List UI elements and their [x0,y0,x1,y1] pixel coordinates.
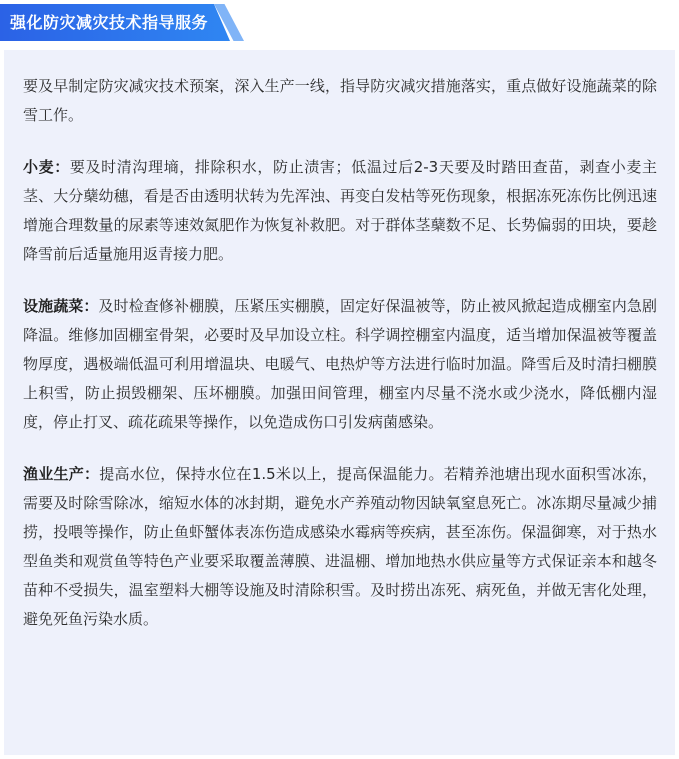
fishery-heading: 渔业生产： [23,465,100,483]
wheat-paragraph [23,153,657,269]
fishery-paragraph [23,460,657,634]
section-header [0,0,679,46]
section-title: 强化防灾减灾技术指导服务 [10,13,209,32]
wheat-heading: 小麦： [23,158,70,176]
wheat-text: 要及时清沟理墒，排除积水，防止渍害；低温过后2-3天要及时踏田查苗，剥查小麦主茎、大分蘖幼穗，看是否由透明状转为先浑浊、再变白发枯等死伤现象，根据冻死冻伤比例迅速增施合理数量的尿素等速效氮肥作为恢复补救肥。对于群体茎蘖数不足、长势偏弱的田块，要趁降雪前后适量施用返青接力肥。 [23,158,657,263]
greenhouse-vegetables-paragraph [23,292,657,437]
content-panel [4,50,675,755]
greenhouse-vegetables-heading: 设施蔬菜： [23,297,99,315]
intro-paragraph: 要及早制定防灾减灾技术预案，深入生产一线，指导防灾减灾措施落实，重点做好设施蔬菜的除雪工作。 [23,77,657,124]
greenhouse-vegetables-text: 及时检查修补棚膜，压紧压实棚膜，固定好保温被等，防止被风掀起造成棚室内急剧降温。维修加固棚室骨架，必要时及早加设立柱。科学调控棚室内温度，适当增加保温被等覆盖物厚度，遇极端低温可利用增温块、电暖气、电热炉等方法进行临时加温。降雪后及时清扫棚膜上积雪，防止损毁棚架、压坏棚膜。加强田间管理，棚室内尽量不浇水或少浇水，降低棚内湿度，停止打叉、疏花疏果等操作，以免造成伤口引发病菌感染。 [23,297,657,431]
fishery-text: 提高水位，保持水位在1.5米以上，提高保温能力。若精养池塘出现水面积雪冰冻，需要及时除雪除冰，缩短水体的冰封期，避免水产养殖动物因缺氧窒息死亡。冰冻期尽量减少捕捞，投喂等操作，防止鱼虾蟹体表冻伤造成感染水霉病等疾病，甚至冻伤。保温御寒，对于热水型鱼类和观赏鱼等特色产业要采取覆盖薄膜、进温棚、增加地热水供应量等方式保证亲本和越冬苗种不受损失，温室塑料大棚等设施及时清除积雪。及时捞出冻死、病死鱼，并做无害化处理，避免死鱼污染水质。 [23,465,657,628]
